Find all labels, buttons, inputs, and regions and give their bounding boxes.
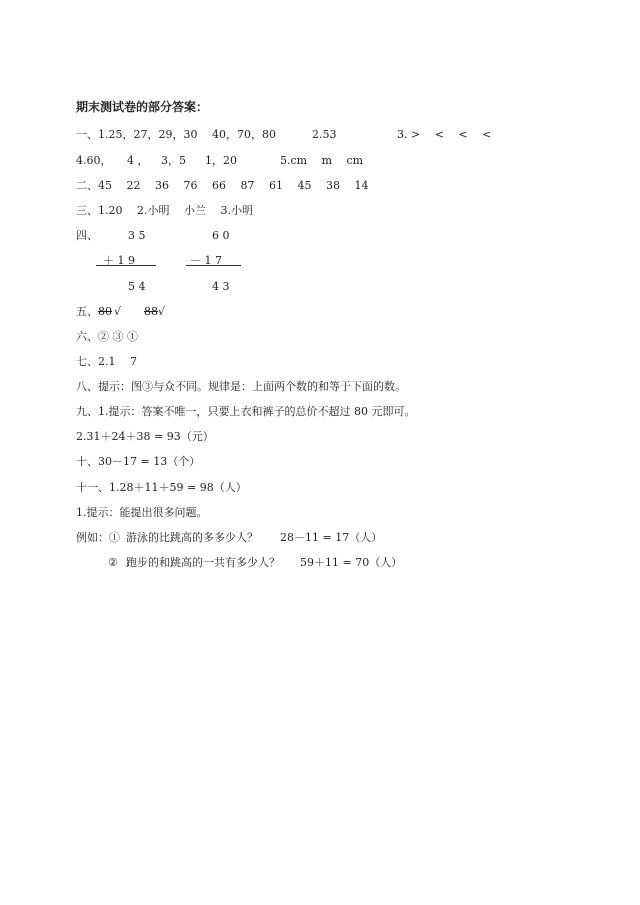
- q7-answer: 七、2.1 7: [76, 355, 137, 368]
- q9-answer: 九、1.提示：答案不唯一，只要上衣和裤子的总价不超过 80 元即可。: [76, 405, 416, 418]
- q4-right-top: 6 0: [212, 229, 230, 242]
- q4-label: 四、: [76, 229, 98, 242]
- q4-left-mid: ＋ 1 9: [103, 254, 135, 267]
- q4-right-rule: [186, 265, 241, 266]
- q4-left-rule: [96, 265, 156, 266]
- q6-answer: 六、② ③ ①: [76, 330, 138, 343]
- q11-answer: 十一、1.28＋11＋59 = 98（人）: [76, 481, 247, 494]
- example1-label: 例如：①: [76, 531, 120, 544]
- q2-answer: 二、45 22 36 76 66 87 61 45 38 14: [76, 179, 369, 192]
- q4-left-top: 3 5: [128, 229, 146, 242]
- q8-answer: 八、提示：图③与众不同。规律是：上面两个数的和等于下面的数。: [76, 380, 406, 393]
- q4-left-bot: 5 4: [128, 280, 146, 293]
- q5-second-number: 88: [144, 305, 158, 318]
- q11-hint: 1.提示：能提出很多问题。: [76, 506, 208, 519]
- q1-part-c: 2.53: [312, 128, 337, 141]
- q5-check-mark-2: √: [158, 305, 166, 318]
- q1-part-a: 一、1.25，27，29，30: [76, 128, 198, 141]
- q5-label: 五、: [76, 305, 98, 318]
- q1-line2-a: 4.60，: [76, 154, 112, 167]
- q4-right-mid: － 1 7: [190, 254, 222, 267]
- page-title: 期末测试卷的部分答案：: [76, 100, 209, 114]
- q1-part-d: 3. > < < <: [397, 128, 492, 141]
- example2-question: 跑步的和跳高的一共有多少人？: [126, 556, 280, 569]
- q1-line2-d: 1，20: [205, 154, 237, 167]
- q5-check-mark-1: √: [114, 305, 122, 318]
- example1-answer: 28－11 = 17（人）: [280, 531, 383, 544]
- q1-line2-e: 5.cm m cm: [280, 154, 364, 167]
- q4-right-bot: 4 3: [212, 280, 230, 293]
- q9-part2: 2.31＋24＋38 = 93（元）: [76, 430, 214, 443]
- q1-line2-c: 3，5: [161, 154, 186, 167]
- example2-label: ②: [108, 556, 118, 569]
- example2-answer: 59＋11 = 70（人）: [300, 556, 403, 569]
- q1-part-b: 40，70，80: [212, 128, 276, 141]
- example1-question: 游泳的比跳高的多多少人？: [126, 531, 258, 544]
- q1-line2-b: 4 ，: [127, 154, 149, 167]
- q5-first-number: 80: [98, 305, 112, 318]
- q3-answer: 三、1.20 2.小明 小兰 3.小明: [76, 204, 253, 217]
- q10-answer: 十、30－17 = 13（个）: [76, 455, 201, 468]
